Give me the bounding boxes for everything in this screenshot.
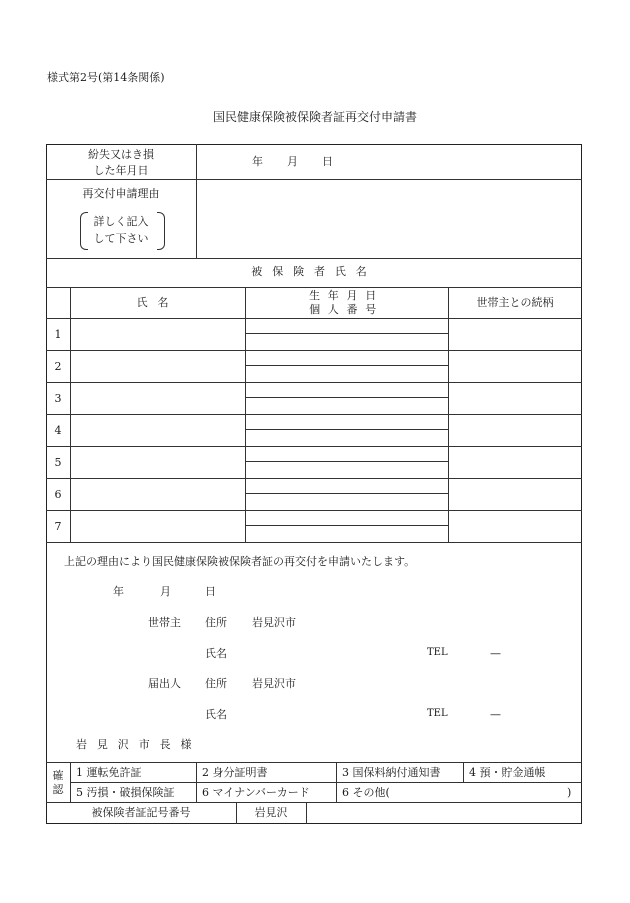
row-number: 7 <box>54 520 62 533</box>
confirm-item-bankbook: 4 預・貯金通帳 <box>469 766 546 779</box>
applicant-tel-dash: — <box>490 708 501 721</box>
col-header-name: 氏名 <box>136 296 179 309</box>
col-header-mynumber: 個人番号 <box>309 303 384 316</box>
loss-date-month: 月 <box>287 155 298 168</box>
row-number: 5 <box>54 456 62 469</box>
applicant-tel-label: TEL <box>427 708 448 719</box>
confirm-item-drivers-license: 1 運転免許証 <box>76 766 142 779</box>
application-statement: 上記の理由により国民健康保険被保険者証の再交付を申請いたします。 <box>64 555 416 568</box>
loss-date-label-line2: した年月日 <box>93 164 149 177</box>
confirm-item-damaged-card: 5 汚損・破損保険証 <box>76 786 175 799</box>
row-number: 2 <box>54 360 62 373</box>
householder-tel-label: TEL <box>427 647 448 658</box>
householder-name-label: 氏名 <box>205 647 227 660</box>
confirm-item-id-certificate: 2 身分証明書 <box>202 766 268 779</box>
row-number: 6 <box>54 488 62 501</box>
form-frame <box>46 144 582 824</box>
addressee: 岩見沢市長様 <box>76 738 202 751</box>
reason-note-line1: 詳しく記入 <box>93 215 149 228</box>
loss-date-label-line1: 紛失又はき損 <box>88 148 154 161</box>
reason-label: 再交付申請理由 <box>82 187 160 200</box>
confirm-item-mynumber-card: 6 マイナンバーカード <box>202 786 310 799</box>
form-number: 様式第2号(第14条関係) <box>47 71 165 84</box>
loss-date-day: 日 <box>322 155 333 168</box>
applicant-address-label: 住所 <box>205 677 227 690</box>
confirmation-label-line2: 認 <box>52 783 64 796</box>
row-number: 4 <box>54 424 62 437</box>
application-day: 日 <box>205 585 216 598</box>
row-number: 3 <box>54 392 62 405</box>
application-month: 月 <box>160 585 171 598</box>
row-number: 1 <box>54 328 62 341</box>
confirm-item-other: 6 その他( <box>342 786 390 799</box>
applicant-label: 届出人 <box>148 677 181 690</box>
form-title: 国民健康保険被保険者証再交付申請書 <box>212 110 417 124</box>
householder-address-label: 住所 <box>205 616 227 629</box>
householder-city: 岩見沢市 <box>252 616 296 629</box>
insured-section-heading: 被保険者氏名 <box>251 265 377 278</box>
confirm-other-close-paren: ) <box>567 786 572 799</box>
householder-tel-dash: — <box>490 647 501 660</box>
cert-number-label: 被保険者証記号番号 <box>91 806 191 819</box>
householder-label: 世帯主 <box>148 616 181 629</box>
cert-city-prefix: 岩見沢 <box>254 806 288 819</box>
confirmation-label-line1: 確 <box>52 769 64 782</box>
confirm-item-tax-notice: 3 国保料納付通知書 <box>342 766 441 779</box>
applicant-name-label: 氏名 <box>205 708 227 721</box>
col-header-birthdate: 生年月日 <box>309 289 384 302</box>
loss-date-year: 年 <box>252 155 263 168</box>
reason-note-line2: して下さい <box>93 232 149 245</box>
col-header-relation: 世帯主との続柄 <box>476 296 554 309</box>
application-year: 年 <box>113 585 124 598</box>
applicant-city: 岩見沢市 <box>252 677 296 690</box>
